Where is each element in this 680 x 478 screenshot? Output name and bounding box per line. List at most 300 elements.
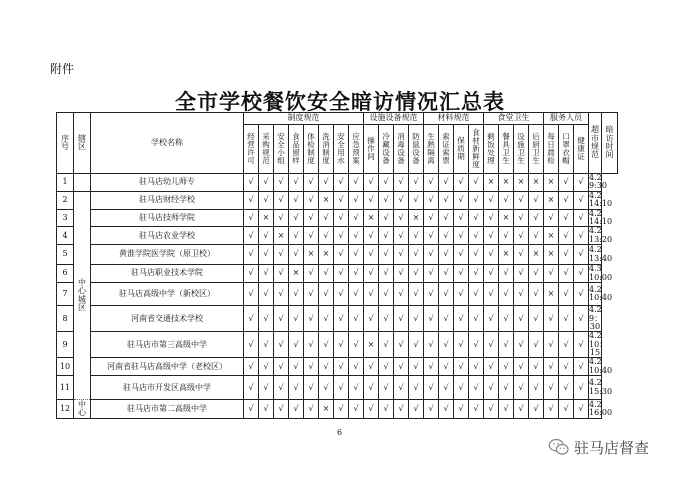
check-mark: √	[469, 400, 484, 419]
check-mark: √	[289, 245, 304, 265]
check-mark: √	[349, 174, 364, 192]
check-mark: √	[244, 358, 259, 376]
check-mark: √	[409, 191, 424, 209]
check-mark: √	[514, 227, 529, 245]
check-mark: √	[364, 376, 379, 400]
check-mark: √	[334, 358, 349, 376]
visit-time: 4.3 10:00	[589, 264, 613, 282]
check-mark: √	[244, 306, 259, 332]
check-mark: √	[529, 358, 544, 376]
check-mark: √	[379, 358, 394, 376]
check-mark: √	[424, 332, 439, 358]
check-mark: √	[304, 332, 319, 358]
check-mark: √	[409, 174, 424, 192]
check-mark: √	[319, 227, 334, 245]
check-mark: √	[289, 209, 304, 227]
sub-header: 健康证	[574, 125, 589, 174]
check-mark: √	[289, 332, 304, 358]
check-mark: √	[394, 332, 409, 358]
check-mark: √	[559, 265, 574, 283]
check-mark: √	[349, 306, 364, 332]
sub-header: 后厨卫生	[529, 125, 544, 174]
district-label: 中心城区	[78, 277, 86, 312]
check-mark: √	[439, 174, 454, 192]
check-mark: √	[484, 209, 499, 227]
cross-mark: ×	[529, 174, 544, 192]
sub-header: 安全小组	[274, 125, 289, 174]
check-mark: √	[394, 174, 409, 192]
check-mark: √	[469, 283, 484, 306]
cross-mark: ×	[544, 245, 559, 265]
visit-time: 4.2 10:40	[589, 283, 602, 306]
check-mark: √	[274, 174, 289, 192]
check-mark: √	[379, 209, 394, 227]
check-mark: √	[559, 376, 574, 400]
check-mark: √	[574, 265, 589, 283]
cross-mark: ×	[514, 174, 529, 192]
check-mark: √	[559, 400, 574, 419]
check-mark: √	[274, 332, 289, 358]
row-seq: 7	[57, 283, 74, 306]
cross-mark: ×	[259, 209, 274, 227]
check-mark: √	[409, 245, 424, 265]
check-mark: √	[544, 376, 559, 400]
school-name: 驻马店市开发区高级中学	[91, 376, 244, 400]
table-row	[57, 245, 618, 265]
check-mark: √	[424, 265, 439, 283]
check-mark: √	[514, 265, 529, 283]
check-mark: √	[394, 306, 409, 332]
check-mark: √	[349, 191, 364, 209]
check-mark: √	[424, 376, 439, 400]
table-row	[57, 191, 618, 209]
row-seq: 2	[57, 191, 74, 209]
check-mark: √	[574, 227, 589, 245]
check-mark: √	[304, 306, 319, 332]
check-mark: √	[394, 358, 409, 376]
school-name: 驻马店市第三高级中学	[91, 332, 244, 358]
check-mark: √	[424, 174, 439, 192]
sub-header: 消毒设备	[394, 125, 409, 174]
cross-mark: ×	[499, 245, 514, 265]
check-mark: √	[244, 265, 259, 283]
check-mark: √	[529, 332, 544, 358]
check-mark: √	[529, 283, 544, 306]
check-mark: √	[274, 306, 289, 332]
check-mark: √	[499, 376, 514, 400]
school-name: 驻马店农业学校	[91, 227, 244, 245]
check-mark: √	[334, 283, 349, 306]
sub-header: 每日晨检	[544, 125, 559, 174]
table-row	[57, 283, 618, 306]
attachment-label: 附件	[50, 62, 75, 76]
visit-time: 4.2 14:10	[589, 208, 613, 226]
check-mark: √	[574, 283, 589, 306]
check-mark: √	[484, 191, 499, 209]
check-mark: √	[274, 191, 289, 209]
check-mark: √	[394, 265, 409, 283]
check-mark: √	[484, 283, 499, 306]
check-mark: √	[304, 400, 319, 419]
check-mark: √	[409, 358, 424, 376]
sub-header: 餐具卫生	[499, 125, 514, 174]
check-mark: √	[454, 227, 469, 245]
check-mark: √	[364, 174, 379, 192]
sub-header: 洗消制度	[319, 125, 334, 174]
cross-mark: ×	[499, 174, 514, 192]
check-mark: √	[454, 265, 469, 283]
cross-mark: ×	[319, 245, 334, 265]
check-mark: √	[484, 358, 499, 376]
check-mark: √	[409, 376, 424, 400]
check-mark: √	[469, 209, 484, 227]
check-mark: √	[244, 376, 259, 400]
row-seq: 8	[57, 306, 74, 332]
cross-mark: ×	[319, 191, 334, 209]
check-mark: √	[364, 245, 379, 265]
check-mark: √	[484, 245, 499, 265]
sub-header: 防鼠设备	[409, 125, 424, 174]
check-mark: √	[454, 306, 469, 332]
check-mark: √	[424, 358, 439, 376]
check-mark: √	[514, 332, 529, 358]
check-mark: √	[259, 174, 274, 192]
visit-time: 4.2 10:40	[589, 357, 613, 375]
check-mark: √	[244, 332, 259, 358]
school-name: 驻马店财经学校	[91, 191, 244, 209]
group-facilities: 设施设备规范	[364, 113, 424, 125]
check-mark: √	[274, 358, 289, 376]
check-mark: √	[259, 400, 274, 419]
check-mark: √	[319, 283, 334, 306]
check-mark: √	[244, 191, 259, 209]
check-mark: √	[439, 283, 454, 306]
cross-mark: ×	[499, 209, 514, 227]
check-mark: √	[259, 245, 274, 265]
check-mark: √	[424, 283, 439, 306]
check-mark: √	[574, 174, 589, 192]
check-mark: √	[514, 245, 529, 265]
check-mark: √	[274, 376, 289, 400]
check-mark: √	[394, 376, 409, 400]
watermark-text: 驻马店督查	[574, 438, 650, 457]
check-mark: √	[484, 265, 499, 283]
check-mark: √	[304, 227, 319, 245]
check-mark: √	[334, 245, 349, 265]
check-mark: √	[424, 306, 439, 332]
table-row	[57, 265, 618, 283]
check-mark: √	[544, 265, 559, 283]
check-mark: √	[439, 209, 454, 227]
check-mark: √	[529, 227, 544, 245]
visit-time: 4.2 15:30	[589, 376, 602, 400]
check-mark: √	[319, 174, 334, 192]
group-supermarket: 超市规范	[589, 113, 602, 174]
cross-mark: ×	[409, 209, 424, 227]
check-mark: √	[514, 209, 529, 227]
check-mark: √	[424, 400, 439, 419]
check-mark: √	[334, 174, 349, 192]
check-mark: √	[244, 283, 259, 306]
inspection-table	[56, 112, 618, 419]
school-name: 驻马店高级中学（新校区）	[91, 283, 244, 306]
check-mark: √	[514, 358, 529, 376]
check-mark: √	[499, 265, 514, 283]
check-mark: √	[574, 376, 589, 400]
row-seq: 10	[57, 358, 74, 376]
check-mark: √	[274, 245, 289, 265]
cross-mark: ×	[544, 227, 559, 245]
check-mark: √	[334, 227, 349, 245]
visit-time: 4.2 9：30	[589, 305, 603, 331]
row-seq: 9	[57, 332, 74, 358]
table-row	[57, 227, 618, 245]
sub-header: 保质期	[454, 125, 469, 174]
page-number: 6	[337, 428, 343, 437]
check-mark: √	[409, 400, 424, 419]
group-materials: 材料规范	[424, 113, 484, 125]
sub-header: 采购规范	[259, 125, 274, 174]
check-mark: √	[484, 306, 499, 332]
check-mark: √	[379, 283, 394, 306]
check-mark: √	[364, 265, 379, 283]
check-mark: √	[334, 265, 349, 283]
check-mark: √	[394, 245, 409, 265]
table-row	[57, 209, 618, 227]
cross-mark: ×	[484, 174, 499, 192]
check-mark: √	[349, 265, 364, 283]
check-mark: √	[469, 376, 484, 400]
check-mark: √	[424, 209, 439, 227]
check-mark: √	[514, 400, 529, 419]
check-mark: √	[394, 400, 409, 419]
sub-header: 操作间	[364, 125, 379, 174]
check-mark: √	[349, 400, 364, 419]
check-mark: √	[424, 227, 439, 245]
check-mark: √	[514, 306, 529, 332]
check-mark: √	[544, 332, 559, 358]
check-mark: √	[319, 265, 334, 283]
check-mark: √	[289, 174, 304, 192]
check-mark: √	[379, 306, 394, 332]
check-mark: √	[454, 191, 469, 209]
check-mark: √	[499, 306, 514, 332]
visit-time: 4.2 10：15	[589, 331, 608, 358]
check-mark: √	[439, 400, 454, 419]
cross-mark: ×	[274, 227, 289, 245]
cross-mark: ×	[544, 174, 559, 192]
sub-header: 应急预案	[349, 125, 364, 174]
check-mark: √	[274, 400, 289, 419]
check-mark: √	[409, 265, 424, 283]
check-mark: √	[334, 376, 349, 400]
check-mark: √	[409, 227, 424, 245]
check-mark: √	[274, 209, 289, 227]
cross-mark: ×	[289, 265, 304, 283]
check-mark: √	[574, 358, 589, 376]
check-mark: √	[274, 283, 289, 306]
cross-mark: ×	[304, 245, 319, 265]
check-mark: √	[439, 332, 454, 358]
check-mark: √	[379, 245, 394, 265]
check-mark: √	[349, 209, 364, 227]
table-row	[57, 332, 618, 358]
check-mark: √	[259, 332, 274, 358]
check-mark: √	[514, 191, 529, 209]
check-mark: √	[559, 332, 574, 358]
table-row	[57, 174, 618, 192]
check-mark: √	[394, 209, 409, 227]
wechat-icon	[548, 436, 570, 458]
check-mark: √	[259, 283, 274, 306]
check-mark: √	[319, 358, 334, 376]
check-mark: √	[559, 245, 574, 265]
check-mark: √	[499, 358, 514, 376]
check-mark: √	[559, 174, 574, 192]
check-mark: √	[289, 191, 304, 209]
page-title: 全市学校餐饮安全暗访情况汇总表	[175, 90, 505, 114]
check-mark: √	[499, 191, 514, 209]
check-mark: √	[559, 306, 574, 332]
school-name: 河南省驻马店高级中学（老校区）	[91, 358, 244, 376]
check-mark: √	[529, 306, 544, 332]
check-mark: √	[379, 191, 394, 209]
check-mark: √	[469, 245, 484, 265]
check-mark: √	[244, 209, 259, 227]
check-mark: √	[574, 245, 589, 265]
check-mark: √	[289, 306, 304, 332]
check-mark: √	[439, 245, 454, 265]
check-mark: √	[484, 400, 499, 419]
district-cell	[74, 400, 91, 419]
table-row	[57, 306, 618, 332]
header-district: 辖区	[74, 113, 91, 174]
row-seq: 3	[57, 209, 74, 227]
row-seq: 11	[57, 376, 74, 400]
check-mark: √	[259, 376, 274, 400]
visit-time: 4.2 13:20	[589, 226, 613, 244]
check-mark: √	[439, 306, 454, 332]
check-mark: √	[259, 306, 274, 332]
sub-header: 生熟隔离	[424, 125, 439, 174]
check-mark: √	[379, 265, 394, 283]
check-mark: √	[259, 265, 274, 283]
check-mark: √	[259, 227, 274, 245]
district-cell	[74, 191, 91, 399]
visit-time: 4.2 16:00	[589, 399, 613, 418]
check-mark: √	[319, 306, 334, 332]
check-mark: √	[514, 283, 529, 306]
school-name: 黄淮学院医学院（原卫校）	[91, 245, 244, 265]
sub-header: 索证索票	[439, 125, 454, 174]
check-mark: √	[439, 376, 454, 400]
check-mark: √	[469, 174, 484, 192]
check-mark: √	[454, 209, 469, 227]
check-mark: √	[469, 332, 484, 358]
school-name: 驻马店市第二高级中学	[91, 400, 244, 419]
check-mark: √	[364, 283, 379, 306]
school-name: 驻马店技师学院	[91, 209, 244, 227]
table-row	[57, 376, 618, 400]
check-mark: √	[559, 227, 574, 245]
cross-mark: ×	[544, 283, 559, 306]
visit-time: 4.2 14:10	[589, 190, 613, 209]
check-mark: √	[289, 376, 304, 400]
check-mark: √	[274, 265, 289, 283]
group-institution: 制度规范	[244, 113, 364, 125]
check-mark: √	[469, 227, 484, 245]
check-mark: √	[319, 209, 334, 227]
check-mark: √	[349, 358, 364, 376]
check-mark: √	[499, 283, 514, 306]
check-mark: √	[529, 376, 544, 400]
check-mark: √	[304, 191, 319, 209]
check-mark: √	[349, 283, 364, 306]
district-label-short: 中心	[78, 399, 86, 418]
check-mark: √	[559, 358, 574, 376]
row-seq: 12	[57, 400, 74, 419]
check-mark: √	[244, 174, 259, 192]
check-mark: √	[364, 400, 379, 419]
check-mark: √	[409, 306, 424, 332]
group-hygiene: 食堂卫生	[484, 113, 544, 125]
school-name: 驻马店幼儿师专	[91, 174, 244, 192]
check-mark: √	[559, 209, 574, 227]
sub-header: 安全用水	[334, 125, 349, 174]
check-mark: √	[409, 332, 424, 358]
check-mark: √	[334, 332, 349, 358]
watermark	[548, 436, 649, 458]
check-mark: √	[304, 265, 319, 283]
sub-header: 经营许可	[244, 125, 259, 174]
check-mark: √	[409, 283, 424, 306]
check-mark: √	[379, 376, 394, 400]
header-visit-time: 暗访时间	[602, 113, 618, 174]
check-mark: √	[364, 358, 379, 376]
check-mark: √	[499, 400, 514, 419]
check-mark: √	[469, 306, 484, 332]
sub-header: 冷藏设备	[379, 125, 394, 174]
check-mark: √	[499, 227, 514, 245]
cross-mark: ×	[364, 209, 379, 227]
check-mark: √	[544, 400, 559, 419]
row-seq: 6	[57, 265, 74, 283]
check-mark: √	[379, 332, 394, 358]
check-mark: √	[304, 376, 319, 400]
check-mark: √	[574, 400, 589, 419]
sub-header: 体检制度	[304, 125, 319, 174]
check-mark: √	[334, 400, 349, 419]
check-mark: √	[484, 376, 499, 400]
check-mark: √	[379, 227, 394, 245]
sub-header: 食材新鲜度	[469, 125, 484, 174]
check-mark: √	[364, 227, 379, 245]
check-mark: √	[454, 174, 469, 192]
check-mark: √	[394, 191, 409, 209]
check-mark: √	[439, 358, 454, 376]
visit-time: 4.2 13:40	[589, 245, 613, 263]
check-mark: √	[469, 265, 484, 283]
sub-header: 口罩衣帽	[559, 125, 574, 174]
check-mark: √	[574, 209, 589, 227]
check-mark: √	[574, 332, 589, 358]
sub-header: 剩饭处理	[484, 125, 499, 174]
check-mark: √	[544, 358, 559, 376]
district-cell	[74, 174, 91, 192]
check-mark: √	[289, 400, 304, 419]
check-mark: √	[529, 191, 544, 209]
group-header-row	[57, 113, 618, 125]
